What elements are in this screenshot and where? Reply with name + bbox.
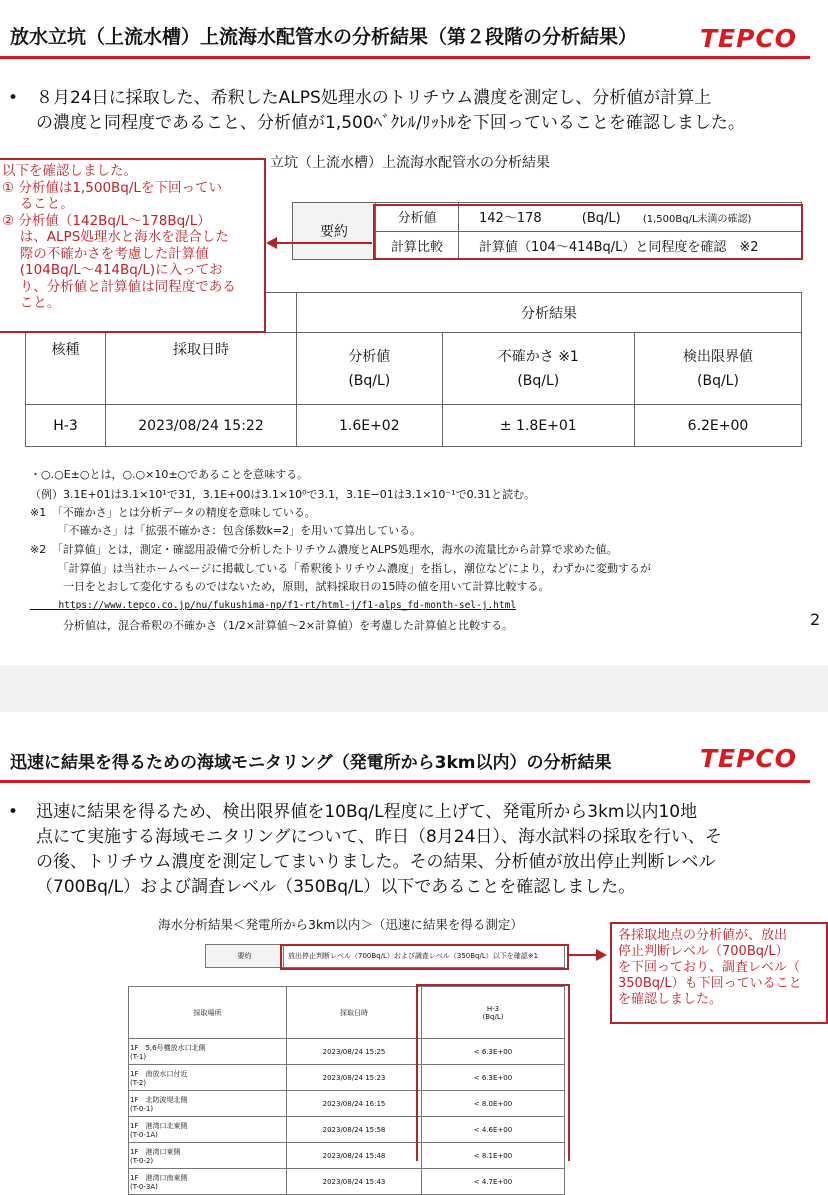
bullet-icon: •	[8, 802, 19, 822]
place-code: (T-0-3A)	[130, 1182, 158, 1191]
cell-value: < 8.1E+00	[422, 1143, 565, 1169]
cell-place	[129, 1091, 287, 1117]
title-divider	[0, 56, 810, 59]
footnote: ※1 「不確かさ」とは分析データの精度を意味している。	[30, 506, 316, 519]
tepco-logo: TEPCO	[700, 744, 798, 773]
h3-column-highlight	[416, 984, 570, 1161]
summary-row2-label: 計算比較	[376, 231, 459, 260]
callout-line: は、ALPS処理水と海水を混合した	[2, 229, 229, 245]
body-text-line: ８月24日に採取した、希釈したALPS処理水のトリチウム濃度を測定し、分析値が計算上	[36, 88, 712, 108]
callout-line: を確認しました。	[618, 992, 723, 1007]
col-h3: H-3	[486, 1004, 500, 1013]
callout-line: 停止判断レベル（700Bq/L）	[618, 944, 789, 959]
slide-2	[0, 712, 828, 1191]
table-row	[26, 405, 802, 447]
arrow-line	[276, 242, 372, 244]
col-limit-header	[634, 333, 801, 405]
title-divider	[0, 780, 810, 783]
cell-place	[129, 1039, 287, 1065]
results-group-header: 分析結果	[297, 293, 802, 333]
summary-row1-unit: (Bq/L)	[581, 211, 621, 227]
cell-date: 2023/08/24 15:23	[287, 1065, 422, 1091]
cell-value: < 4.6E+00	[422, 1117, 565, 1143]
place-code: (T-0-1A)	[130, 1130, 158, 1139]
summary-row1-value: 142～178	[479, 211, 542, 227]
summary-row1-note: (1,500Bq/L未満の確認)	[642, 214, 752, 226]
col-uncert-unit: (Bq/L)	[517, 372, 560, 389]
col-uncert: 不確かさ ※1	[497, 348, 579, 365]
table-title: 海水分析結果＜発電所から3km以内＞（迅速に結果を得る測定）	[158, 917, 523, 932]
callout-line: こと。	[2, 295, 61, 311]
cell-limit: 6.2E+00	[634, 405, 801, 447]
callout-line: ② 分析値（142Bq/L～178Bq/L）	[2, 212, 211, 229]
place-name: 1F 港湾口北東側	[130, 1121, 188, 1130]
callout-line: を下回っており、調査レベル（	[618, 960, 801, 975]
cell-value: < 4.7E+00	[422, 1169, 565, 1195]
body-text-line: 点にて実施する海域モニタリングについて、昨日（8月24日）、海水試料の採取を行い、そ	[36, 827, 722, 847]
callout-line: (104Bq/L～414Bq/L)に入ってお	[2, 262, 223, 278]
footnote: 「計算値」は当社ホームページに掲載している「希釈後トリチウム濃度」を指し，潮位などにより，わずかに変動するが	[30, 562, 651, 575]
body-text-line: の後、トリチウム濃度を測定してまいりました。その結果、分析値が放出停止判断レベル	[36, 852, 716, 872]
cell-nuclide: H-3	[26, 405, 106, 447]
cell-date: 2023/08/24 15:25	[287, 1039, 422, 1065]
col-place: 採取場所	[129, 987, 287, 1039]
col-date: 採取日時	[287, 987, 422, 1039]
body-text-line: 迅速に結果を得るため、検出限界値を10Bq/L程度に上げて、発電所から3km以内10地	[36, 802, 698, 822]
summary-highlight	[280, 944, 569, 970]
summary-highlight	[373, 204, 803, 260]
cell-place	[129, 1169, 287, 1195]
page-number: 2	[810, 610, 821, 629]
col-nuclide: 核種	[26, 333, 106, 405]
reference-link[interactable]: https://www.tepco.co.jp/nu/fukushima-np/f1-rt/html-j/f1-alps_fd-month-sel-j.html	[30, 600, 517, 611]
place-name: 1F 南放水口付近	[130, 1069, 188, 1078]
cell-value: < 6.3E+00	[422, 1039, 565, 1065]
place-code: (T-0-1)	[130, 1104, 154, 1113]
cell-date: 2023/08/24 15:43	[287, 1169, 422, 1195]
cell-place	[129, 1065, 287, 1091]
arrow-right-icon	[596, 949, 607, 961]
confirmation-callout	[0, 158, 266, 333]
cell-place	[129, 1143, 287, 1169]
cell-date: 2023/08/24 15:58	[287, 1117, 422, 1143]
table-row	[129, 1169, 565, 1195]
summary-text: 放出停止判断レベル（700Bq/L）および調査レベル（350Bq/L）以下を確認※1	[284, 945, 565, 968]
slide-title: 迅速に結果を得るための海域モニタリング（発電所から3km以内）の分析結果	[10, 753, 612, 773]
body-text-line: （700Bq/L）および調査レベル（350Bq/L）以下であることを確認しました。	[36, 877, 636, 897]
slide-title: 放水立坑（上流水槽）上流海水配管水の分析結果（第２段階の分析結果）	[10, 26, 638, 48]
col-value: 分析値	[348, 348, 391, 365]
callout-line: 各採取地点の分析値が、放出	[618, 928, 788, 943]
summary-label: 要約	[293, 203, 376, 260]
tepco-logo: TEPCO	[700, 24, 798, 53]
footnote: 一日をとおして変化するものではないため，原則，試料採取日の15時の値を用いて計算比較する。	[30, 580, 550, 593]
arrow-left-icon	[266, 237, 277, 249]
place-code: (T-2)	[130, 1078, 147, 1087]
bullet-icon: •	[8, 88, 19, 108]
body-text-line: の濃度と同程度であること、分析値が1,500ﾍﾞｸﾚﾙ/ﾘｯﾄﾙを下回っていることを確認しました。	[36, 113, 745, 133]
table-title: 立坑（上流水槽）上流海水配管水の分析結果	[270, 155, 550, 171]
cell-date: 2023/08/24 15:22	[106, 405, 297, 447]
arrow-line	[568, 954, 598, 956]
place-code: (T-1)	[130, 1052, 147, 1061]
summary-row2-value: 計算値（104～414Bq/L）と同程度を確認 ※2	[459, 231, 802, 260]
footnote: （例）3.1E+01は3.1×10¹で31，3.1E+00は3.1×10⁰で3.1，3.1E−01は3.1×10⁻¹で0.31と読む。	[30, 488, 536, 501]
cell-uncert: ± 1.8E+01	[442, 405, 634, 447]
cell-value: 1.6E+02	[297, 405, 443, 447]
col-h3-unit: (Bq/L)	[482, 1012, 504, 1021]
summary-row1-label: 分析値	[376, 203, 459, 232]
callout-line: ること。	[2, 196, 74, 212]
place-name: 1F 5,6号機放水口北側	[130, 1043, 206, 1052]
summary-label: 要約	[206, 945, 284, 968]
col-uncert-header	[442, 333, 634, 405]
cell-place	[129, 1117, 287, 1143]
place-name: 1F 港湾口南東側	[130, 1173, 188, 1182]
col-value-unit: (Bq/L)	[348, 372, 391, 389]
col-limit: 検出限界値	[682, 348, 753, 365]
col-date: 採取日時	[106, 333, 297, 405]
cell-date: 2023/08/24 15:48	[287, 1143, 422, 1169]
callout-line: 際の不確かさを考慮した計算値	[2, 245, 209, 262]
footnote: ・○.○E±○とは，○.○×10±○であることを意味する。	[30, 468, 309, 481]
footnote: 分析値は，混合希釈の不確かさ（1/2×計算値～2×計算値）を考慮した計算値と比較する。	[30, 619, 514, 632]
cell-value: < 8.0E+00	[422, 1091, 565, 1117]
confirmation-callout	[610, 922, 828, 1024]
footnote: 「不確かさ」は「拡張不確かさ：包含係数k=2」を用いて算出している。	[30, 524, 422, 537]
col-value-header	[297, 333, 443, 405]
place-name: 1F 港湾口東側	[130, 1147, 181, 1156]
cell-date: 2023/08/24 16:15	[287, 1091, 422, 1117]
footnote: ※2 「計算値」とは，測定・確認用設備で分析したトリチウム濃度とALPS処理水，海水の流量比から計算で求めた値。	[30, 543, 618, 556]
callout-line: 350Bq/L）も下回っていること	[618, 976, 802, 991]
slide-gap	[0, 665, 828, 712]
callout-line: 以下を確認しました。	[2, 163, 137, 179]
place-code: (T-0-2)	[130, 1156, 154, 1165]
callout-line: ① 分析値は1,500Bq/Lを下回ってい	[2, 179, 222, 196]
callout-line: り、分析値と計算値は同程度である	[2, 278, 236, 295]
cell-value: < 6.3E+00	[422, 1065, 565, 1091]
col-limit-unit: (Bq/L)	[697, 372, 739, 389]
place-name: 1F 北防波堤北側	[130, 1095, 188, 1104]
